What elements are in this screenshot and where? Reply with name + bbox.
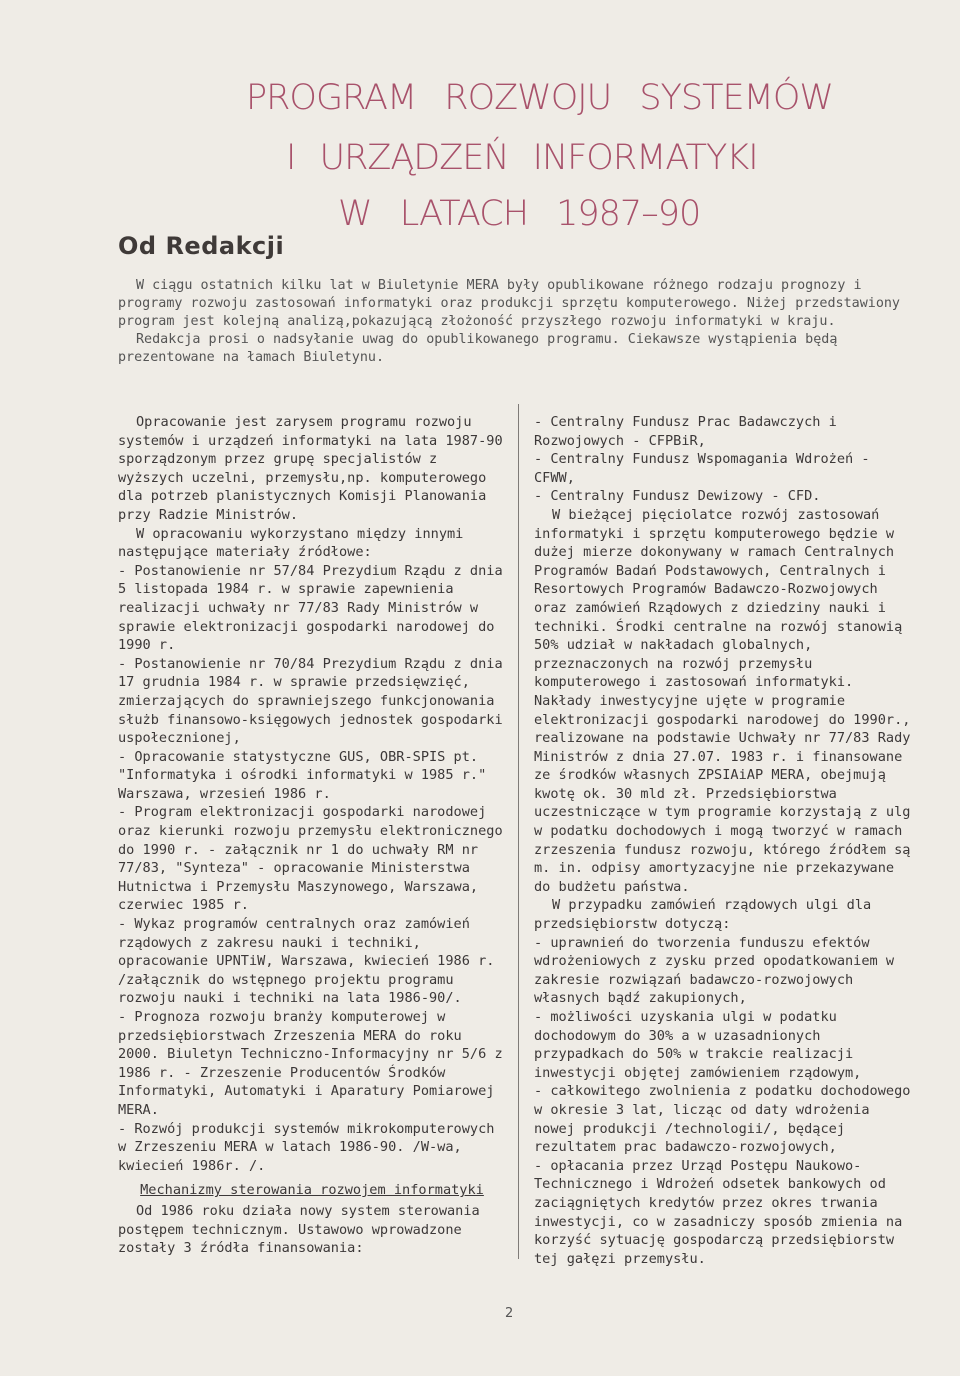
title-line-3: W LATACH 1987–90	[338, 194, 701, 234]
fund-item: - Centralny Fundusz Prac Badawczych i Rozwojowych - CFPBiR,	[534, 414, 837, 449]
mechanisms-paragraph: Od 1986 roku działa nowy system sterowania postępem technicznym. Ustawowo wprowadzone zostały 3 źródła finansowania:	[118, 1202, 480, 1257]
editorial-paragraph-2: Redakcja prosi o nadsyłanie uwag do opublikowanego programu. Ciekawsze wystąpienia będą prezentowane na łamach Biuletynu.	[118, 332, 838, 365]
source-item: - Rozwój produkcji systemów mikrokomputerowych w Zrzeszeniu MERA w latach 1986-90. /W-wa, kwiecień 1986r. /.	[118, 1120, 495, 1174]
editorial-note	[118, 277, 908, 367]
title-line-1: PROGRAM ROZWOJU SYSTEMÓW	[246, 78, 833, 118]
fund-item: - Centralny Fundusz Wspomagania Wdrożeń - CFWW,	[534, 451, 870, 486]
source-item: - Program elektronizacji gospodarki narodowej oraz kierunki rozwoju przemysłu elektronicznego do 1990 r. - załącznik nr 1 do uchwały RM nr 77/83, "Synteza" - opracowanie Ministerstwa Hutnictwa i Przemysłu Maszynowego, Warszawa, czerwiec 1985 r.	[118, 804, 503, 914]
column-divider	[518, 404, 519, 1259]
source-item: - Postanowienie nr 70/84 Prezydium Rządu z dnia 17 grudnia 1984 r. w sprawie przedsięwzięć, zmierzających do sprawniejszego funkcjonowania służb finansowo-księgowych jednostek gospodarki uspołecznionej,	[118, 655, 503, 747]
relief-item: - całkowitego zwolnienia z podatku dochodowego w okresie 3 lat, licząc od daty wdrożenia nowej produkcji /technologii/, będącej rezultatem prac badawczo-rozwojowych,	[534, 1083, 911, 1156]
editorial-paragraph-1: W ciągu ostatnich kilku lat w Biuletynie MERA były opublikowane różnego rodzaju prognozy i programy rozwoju zastosowań informatyki oraz produkcji sprzętu komputerowego. Niżej przedstawiony program jest kolejną analizą,pokazującą złożoność przyszłego rozwoju informatyki w kraju.	[118, 278, 900, 329]
right-column	[534, 413, 912, 1268]
editorial-heading: Od Redakcji	[118, 232, 285, 260]
title-line-2: I URZĄDZEŃ INFORMATYKI	[286, 138, 758, 178]
left-column	[118, 413, 506, 1258]
page-number: 2	[505, 1306, 514, 1321]
relief-item: - możliwości uzyskania ulgi w podatku dochodowym do 30% a w uzasadnionych przypadkach do 50% w trakcie realizacji inwestycji objętej zamówieniem rządowym,	[534, 1009, 862, 1081]
sources-intro: W opracowaniu wykorzystano między innymi następujące materiały źródłowe:	[118, 525, 464, 561]
source-item: - Postanowienie nr 57/84 Prezydium Rządu z dnia 5 listopada 1984 r. w sprawie zapewnienia realizacji uchwały nr 77/83 Rady Ministrów w sprawie elektronizacji gospodarki narodowej do 1990 r.	[118, 562, 503, 654]
source-item: - Opracowanie statystyczne GUS, OBR-SPIS pt. "Informatyka i ośrodki informatyki w 1985 r." Warszawa, wrzesień 1986 r.	[118, 748, 487, 802]
source-item: - Wykaz programów centralnych oraz zamówień rządowych z zakresu nauki i techniki, opracowanie UPNTiW, Warszawa, kwiecień 1986 r. /załącznik do wstępnego projektu programu rozwoju nauki i techniki na lata 1986-90/.	[118, 916, 495, 1007]
relief-item: - opłacania przez Urząd Postępu Naukowo-Technicznego i Wdrożeń odsetek bankowych od zaciągniętych kredytów przez okres trwania inwestycji, co w zasadniczy sposób zmienia na korzyść sytuację gospodarczą przedsiębiorstw tej gałęzi przemysłu.	[534, 1157, 903, 1267]
source-item: - Prognoza rozwoju branży komputerowej w przedsiębiorstwach Zrzeszenia MERA do roku 2000. Biuletyn Techniczno-Informacyjny nr 5/6 z 1986 r. - Zrzeszenie Producentów Środków Informatyki, Automatyki i Aparatury Pomiarowej MERA.	[118, 1009, 503, 1118]
fund-item: - Centralny Fundusz Dewizowy - CFD.	[534, 488, 821, 505]
investment-paragraph: W bieżącej pięciolatce rozwój zastosowań informatyki i sprzętu komputerowego będzie w dużej mierze dokonywany w ramach Centralnych Programów Badań Podstawowych, Centralnych i Resortowych Programów Badawczo-Rozwojowych oraz zamówień Rządowych z dziedziny nauki i techniki. Środki centralne na rozwój stanowią 50% udział w nakładach globalnych, przeznaczonych na rozwój przemysłu komputerowego i zastosowań informatyki. Nakłady inwestycyjne ujęte w programie elektronizacji gospodarki narodowej do 1990r., realizowane na podstawie Uchwały nr 77/83 Rady Ministrów z dnia 27.07. 1983 r. i finansowane ze środków własnych ZPSIAiAP MERA, obejmują kwotę ok. 30 mld zł. Przedsiębiorstwa uczestniczące w tym programie korzystają z ulg w podatku dochodowych i mogą tworzyć w ramach zrzeszenia fundusz rozwoju, którego źródłem są m. in. odpisy amortyzacyjne nie przekazywane do budżetu państwa.	[534, 506, 911, 895]
relief-item: - uprawnień do tworzenia funduszu efektów wdrożeniowych z zysku przed opodatkowaniem w zakresie rozwiązań badawczo-rozwojowych własnych bądź zakupionych,	[534, 934, 895, 1007]
relief-intro: W przypadku zamówień rządowych ulgi dla przedsiębiorstw dotyczą:	[534, 897, 872, 933]
section-subheading: Mechanizmy sterowania rozwojem informatyki	[140, 1182, 484, 1199]
intro-paragraph: Opracowanie jest zarysem programu rozwoju systemów i urządzeń informatyki na lata 1987-90 sporządzonym przez grupę specjalistów z wyższych uczelni, przemysłu,np. komputerowego dla potrzeb planistycznych Komisji Planowania przy Radzie Ministrów.	[118, 414, 503, 523]
